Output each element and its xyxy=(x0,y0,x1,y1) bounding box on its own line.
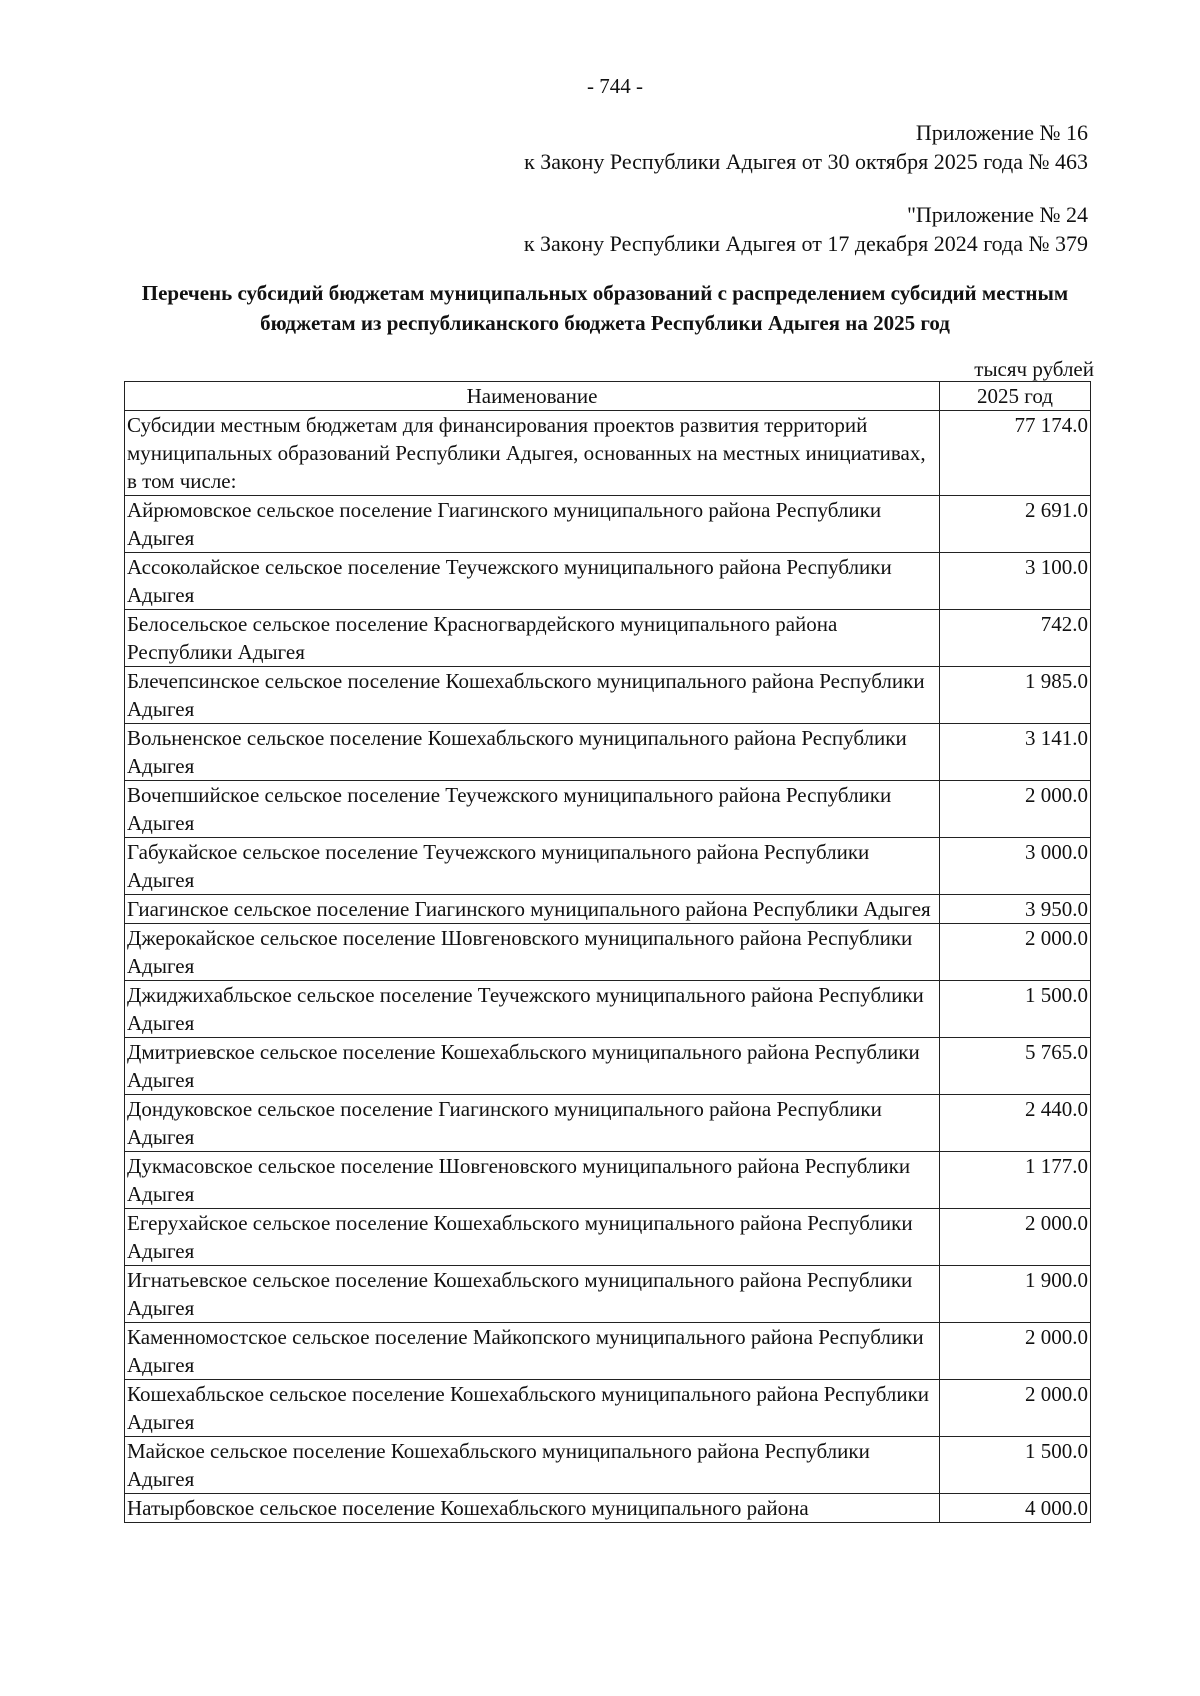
row-name: Дондуковское сельское поселение Гиагинского муниципального района Республики Адыгея xyxy=(125,1095,940,1152)
table-row xyxy=(125,553,1091,610)
header-name: Наименование xyxy=(125,382,940,411)
appendix-original xyxy=(524,200,1088,258)
row-name: Дукмасовское сельское поселение Шовгеновского муниципального района Республики Адыгея xyxy=(125,1152,940,1209)
row-value: 2 000.0 xyxy=(940,781,1091,838)
page-number: - 744 - xyxy=(587,74,643,98)
row-value: 2 000.0 xyxy=(940,924,1091,981)
row-name: Ассоколайское сельское поселение Теучежского муниципального района Республики Адыгея xyxy=(125,553,940,610)
table-row xyxy=(125,1266,1091,1323)
table-row xyxy=(125,895,1091,924)
row-value: 1 900.0 xyxy=(940,1266,1091,1323)
row-value: 1 500.0 xyxy=(940,981,1091,1038)
appendix-original-law: к Закону Республики Адыгея от 17 декабря 2024 года № 379 xyxy=(523,231,1088,256)
table-row xyxy=(125,1437,1091,1494)
table-body xyxy=(125,411,1091,1523)
table-row xyxy=(125,981,1091,1038)
row-name: Егерухайское сельское поселение Кошехабльского муниципального района Республики Адыгея xyxy=(125,1209,940,1266)
row-name: Дмитриевское сельское поселение Кошехабльского муниципального района Республики Адыгея xyxy=(125,1038,940,1095)
row-name: Вочепшийское сельское поселение Теучежского муниципального района Республики Адыгея xyxy=(125,781,940,838)
table-row xyxy=(125,411,1091,496)
row-value: 3 100.0 xyxy=(940,553,1091,610)
appendix-original-number: "Приложение № 24 xyxy=(906,202,1088,227)
table-row xyxy=(125,496,1091,553)
row-value: 2 440.0 xyxy=(940,1095,1091,1152)
row-name: Кошехабльское сельское поселение Кошехабльского муниципального района Республики Адыгея xyxy=(125,1380,940,1437)
row-value: 5 765.0 xyxy=(940,1038,1091,1095)
header-year: 2025 год xyxy=(940,382,1091,411)
row-value: 3 141.0 xyxy=(940,724,1091,781)
table-row xyxy=(125,610,1091,667)
table-row xyxy=(125,1209,1091,1266)
row-value: 2 000.0 xyxy=(940,1323,1091,1380)
row-name: Джиджихабльское сельское поселение Теучежского муниципального района Республики Адыгея xyxy=(125,981,940,1038)
table-row xyxy=(125,838,1091,895)
row-name: Айрюмовское сельское поселение Гиагинского муниципального района Республики Адыгея xyxy=(125,496,940,553)
row-name: Гиагинское сельское поселение Гиагинского муниципального района Республики Адыгея xyxy=(125,895,940,924)
row-name: Габукайское сельское поселение Теучежского муниципального района Республики Адыгея xyxy=(125,838,940,895)
row-value: 3 950.0 xyxy=(940,895,1091,924)
row-name: Белосельское сельское поселение Красногвардейского муниципального района Республики Адыгея xyxy=(125,610,940,667)
row-name: Натырбовское сельское поселение Кошехабльского муниципального района xyxy=(125,1494,940,1523)
row-value: 1 985.0 xyxy=(940,667,1091,724)
table-row xyxy=(125,1095,1091,1152)
subsidies-table xyxy=(124,381,1091,1523)
row-value: 3 000.0 xyxy=(940,838,1091,895)
appendix-current-law: к Закону Республики Адыгея от 30 октября 2025 года № 463 xyxy=(524,149,1088,174)
row-name: Майское сельское поселение Кошехабльского муниципального района Республики Адыгея xyxy=(125,1437,940,1494)
row-value: 2 000.0 xyxy=(940,1380,1091,1437)
table-row xyxy=(125,781,1091,838)
table-row xyxy=(125,1494,1091,1523)
table-row xyxy=(125,724,1091,781)
row-name: Субсидии местным бюджетам для финансирования проектов развития территорий муниципальных образований Республики Адыгея, основанных на местных инициативах, в том числе: xyxy=(125,411,940,496)
table-row xyxy=(125,924,1091,981)
table-header-row xyxy=(125,382,1091,411)
row-value: 1 500.0 xyxy=(940,1437,1091,1494)
appendix-current xyxy=(524,118,1088,176)
document-title: Перечень субсидий бюджетам муниципальных образований с распределением субсидий местным бюджетам из республиканского бюджета Республики Адыгея на 2025 год xyxy=(141,281,1069,335)
table-row xyxy=(125,1152,1091,1209)
table-row xyxy=(125,667,1091,724)
row-name: Игнатьевское сельское поселение Кошехабльского муниципального района Республики Адыгея xyxy=(125,1266,940,1323)
row-name: Вольненское сельское поселение Кошехабльского муниципального района Республики Адыгея xyxy=(125,724,940,781)
row-value: 742.0 xyxy=(940,610,1091,667)
row-name: Блечепсинское сельское поселение Кошехабльского муниципального района Республики Адыгея xyxy=(125,667,940,724)
row-name: Каменномостское сельское поселение Майкопского муниципального района Республики Адыгея xyxy=(125,1323,940,1380)
row-value: 2 000.0 xyxy=(940,1209,1091,1266)
table-row xyxy=(125,1380,1091,1437)
row-value: 2 691.0 xyxy=(940,496,1091,553)
appendix-current-number: Приложение № 16 xyxy=(915,120,1088,145)
row-value: 4 000.0 xyxy=(940,1494,1091,1523)
units-label: тысяч рублей xyxy=(974,357,1094,381)
row-name: Джерокайское сельское поселение Шовгеновского муниципального района Республики Адыгея xyxy=(125,924,940,981)
row-value: 1 177.0 xyxy=(940,1152,1091,1209)
table-row xyxy=(125,1038,1091,1095)
row-value: 77 174.0 xyxy=(940,411,1091,496)
table-row xyxy=(125,1323,1091,1380)
